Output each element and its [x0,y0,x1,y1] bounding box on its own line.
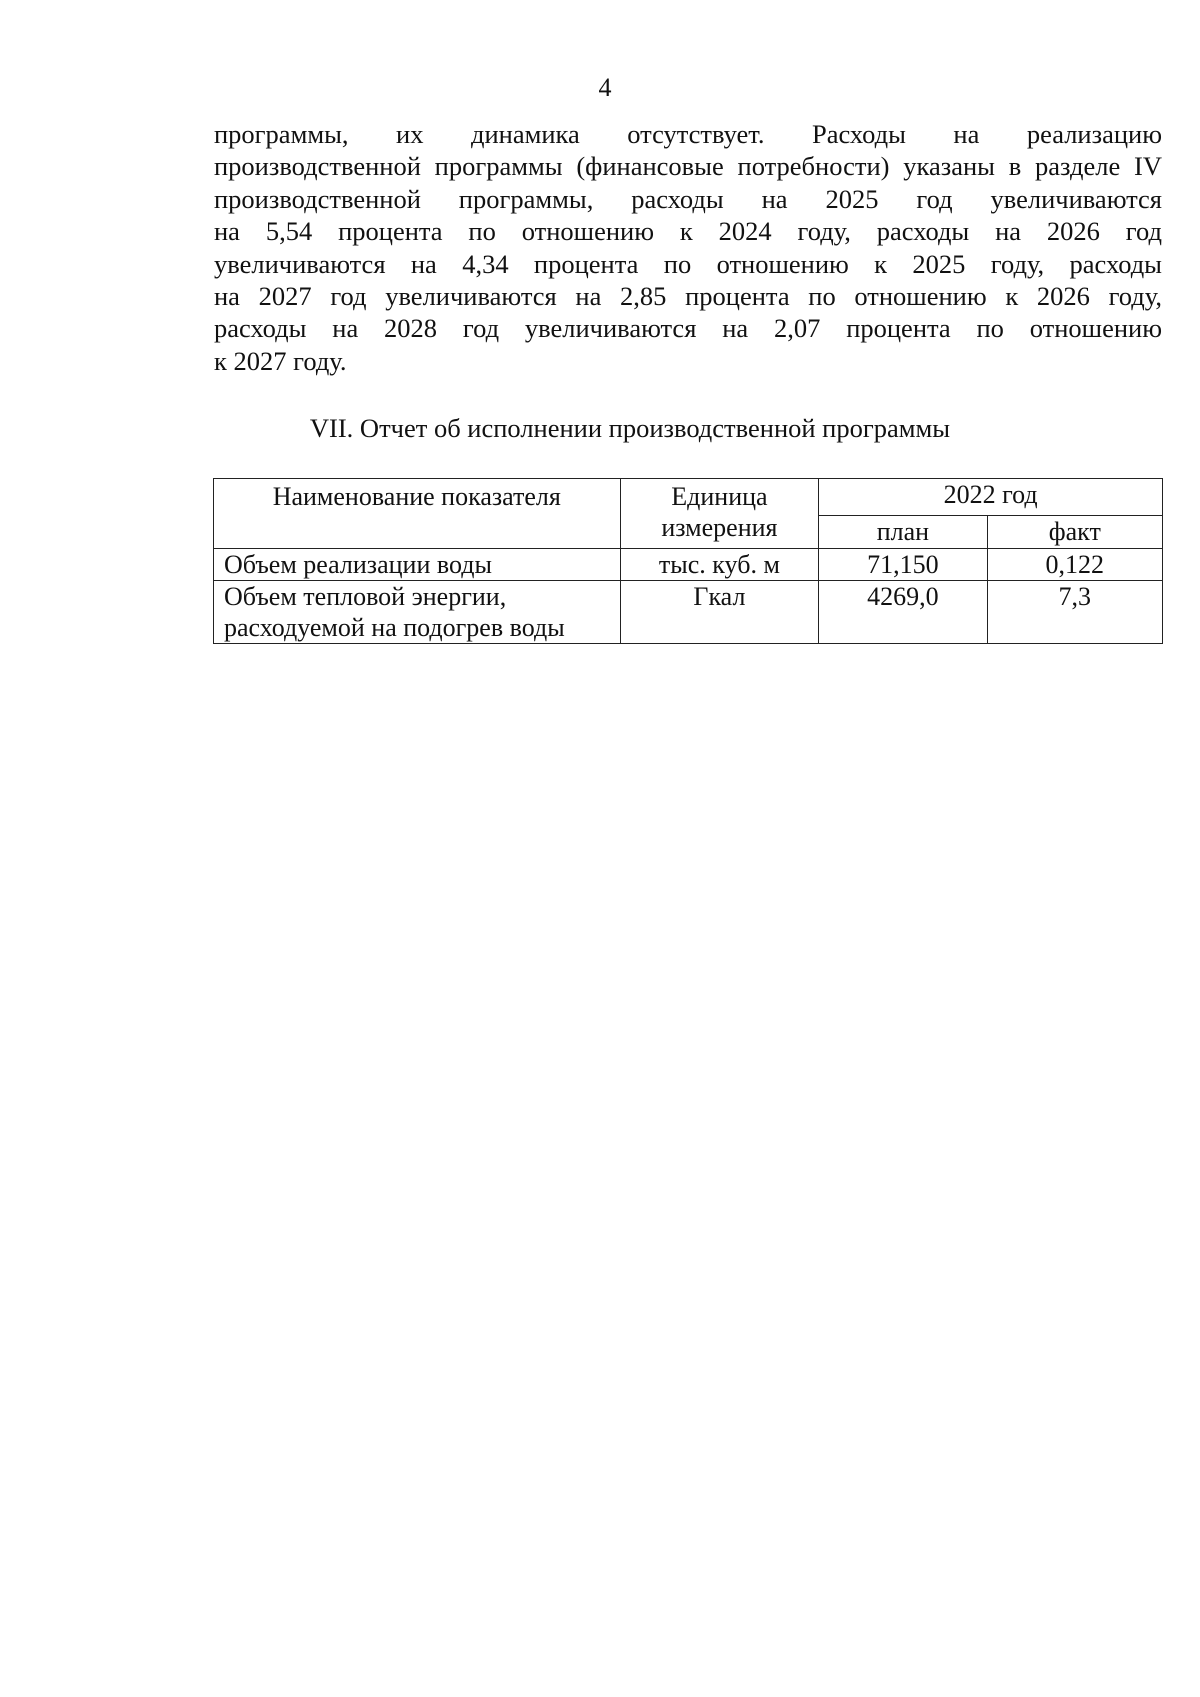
row-indicator-name-line1: Объем реализации воды [224,550,492,579]
page-number: 4 [598,73,612,102]
header-unit-line2: измерения [661,513,778,542]
header-year: 2022 год [819,479,1163,516]
row-fact-value: 7,3 [987,581,1162,644]
header-unit [620,479,819,549]
header-indicator-name [214,479,621,549]
paragraph-line: к 2027 году. [214,345,347,376]
row-plan-value: 71,150 [819,549,987,581]
table-row [214,549,1163,581]
header-fact: факт [987,515,1162,548]
row-indicator-name-line2: расходуемой на подогрев воды [224,613,565,642]
paragraph-line: на 5,54 процента по отношению к 2024 году, расходы на 2026 год [214,216,1162,247]
row-plan-value: 4269,0 [819,581,987,644]
row-indicator-name-line1: Объем тепловой энергии, [224,582,507,611]
paragraph-line: производственной программы, расходы на 2025 год увеличиваются [214,183,1162,214]
row-indicator-name [214,549,621,581]
section-heading: VII. Отчет об исполнении производственной программы [309,413,951,443]
header-indicator-name-text: Наименование показателя [272,482,561,511]
paragraph-line: увеличиваются на 4,34 процента по отношению к 2025 году, расходы [214,248,1162,279]
table-header-row [214,479,1163,516]
row-fact-value: 0,122 [987,549,1162,581]
row-unit: тыс. куб. м [620,549,819,581]
paragraph-line: расходы на 2028 год увеличиваются на 2,07 процента по отношению [214,313,1162,344]
row-indicator-name [214,581,621,644]
report-table [213,478,1163,644]
header-plan: план [819,515,987,548]
body-paragraph [214,118,1162,377]
row-unit: Гкал [620,581,819,644]
paragraph-line: производственной программы (финансовые потребности) указаны в разделе IV [214,151,1162,182]
paragraph-line: на 2027 год увеличиваются на 2,85 процента по отношению к 2026 году, [214,280,1162,311]
header-unit-line1: Единица [671,482,768,511]
table-row [214,581,1163,644]
paragraph-line: программы, их динамика отсутствует. Расходы на реализацию [214,119,1162,149]
